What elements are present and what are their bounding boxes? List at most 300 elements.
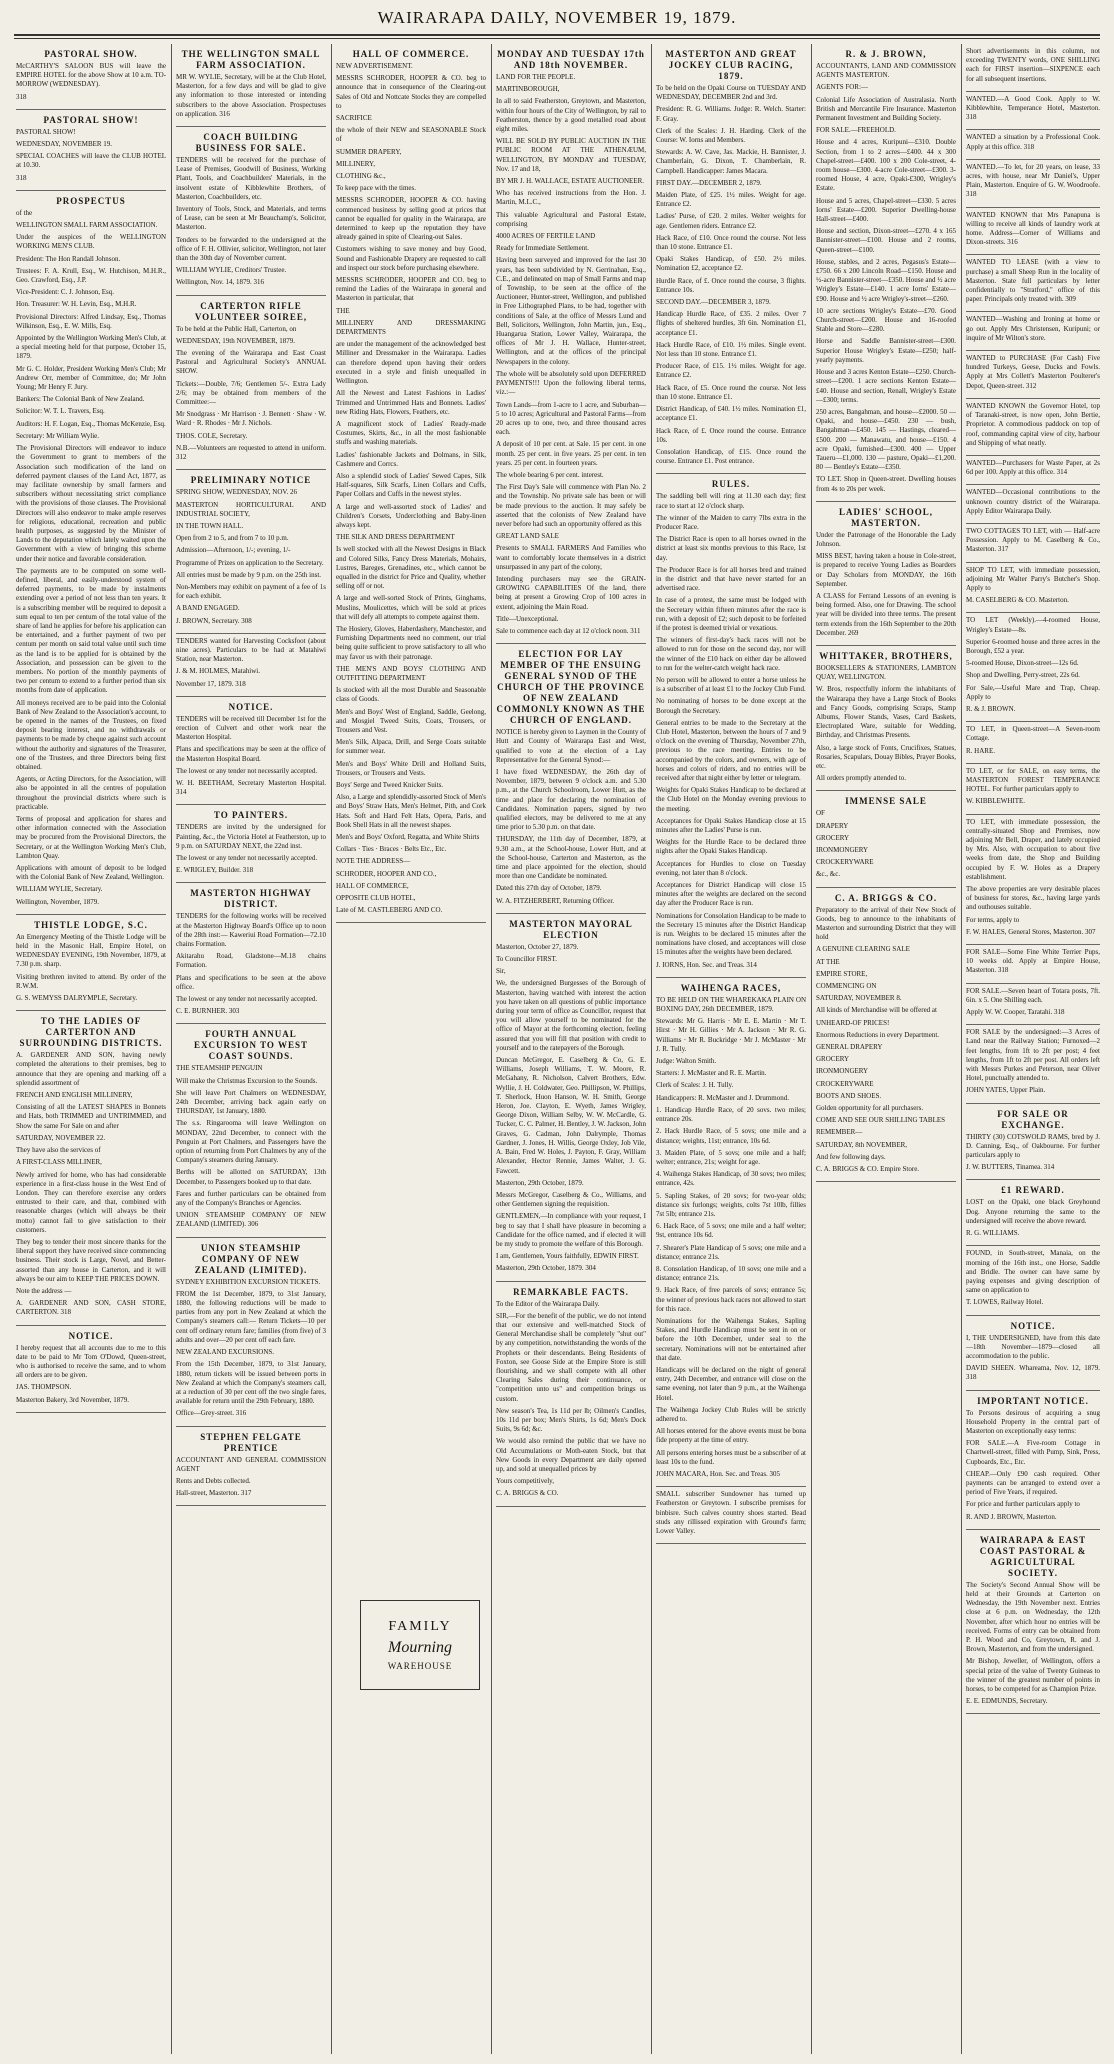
ad-text: The above properties are very desirable places of business for stores, &c., having large yards and outhouses suitable.	[966, 885, 1100, 912]
ad-text: R. & J. BROWN.	[966, 704, 1016, 713]
ad-text: TENDERS for the following works will be received at the Masterton Highway Board's Office up to noon of the 28th inst:— Kaweriui Road Formation—72.10 chains Formation.	[176, 912, 326, 948]
ad-text: J. BROWN, Secretary. 308	[176, 616, 252, 625]
ad-text: TO LET, or for SALE, on easy terms, the MASTERTON FOREST TEMPERANCE HOTEL. For further particulars apply to	[966, 766, 1100, 794]
ad-heading: THE WELLINGTON SMALL FARM ASSOCIATION.	[181, 49, 321, 70]
ad-text: NOTE THE ADDRESS—	[336, 857, 411, 866]
advertisement	[966, 764, 1100, 815]
ad-text: Auditors: H. F. Logan, Esq., Thomas McKenzie, Esq.	[16, 419, 166, 428]
ad-heading: WAIRARAPA & EAST COAST PASTORAL & AGRICULTURAL SOCIETY.	[979, 1534, 1087, 1578]
ad-text: From the 15th December, 1879, to 31st January, 1880, return tickets will be issued between ports in New Zealand at which the Company's steamers call, at a reduction of 30 per cent off the two single fares, available for return until the 29th February, 1880.	[176, 1360, 326, 1406]
ad-text: Having been surveyed and improved for the last 30 years, has been subdivided by N. Gerrinahan, Esq., C.E., and delineated on map of Small Farms and map of Township, to be seen at the office of the Auctioneer, Hunter-street, Wellington, and published in Free Lithographed Plans, to be had, together with conditions of Sale, at the office of Messrs Lund and Bell, Solicitors, Wellington, John Martin, jun., Esq., Huangarua Station, Lower Valley, Wairarapa, the offices of Mr J. H. Wallace, Hunter-street, Wellington, and at the offices of the principal Newspapers in the colony.	[496, 256, 646, 366]
ad-heading: MONDAY AND TUESDAY 17th AND 18th NOVEMBER.	[497, 49, 645, 70]
ad-text: Colonial Life Association of Australasia. North British and Mercantile Fire Insurance. Masterton Permanent Investment and Building Society.	[816, 95, 956, 123]
ad-text: To Councillor FIRST.	[496, 955, 558, 964]
ad-text: CROCKERYWARE	[816, 858, 874, 867]
ad-text: Wellington, November, 1879.	[16, 897, 99, 906]
ad-text: SMALL subscriber Sundowner has turned up Featherston or Greytown. I subscribe premises for binbisre. Such calves country shoes started. Bead studs any rillissed expiration with Ground's farm; Lower Valley.	[656, 1490, 806, 1536]
ad-text: House and 4 acres, Kuripuni—£310. Double Section, from 1 to 2 acres—£400. 44 x 300 Chapel-street—£400. 100 x 200 Cole-street, 4-room house—£300. 4-acre Cole-street—£300. 3-roomed House, 4 acre, Opaki-£300, Wrigley's Estate.	[816, 138, 956, 193]
ad-text: OPPOSITE CLUB HOTEL,	[336, 894, 416, 903]
advertisement	[966, 255, 1100, 312]
ad-text: SYDNEY EXHIBITION EXCURSION TICKETS.	[176, 1277, 321, 1286]
ad-heading: WAIHENGA RACES,	[680, 982, 782, 993]
ad-text: WEDNESDAY, NOVEMBER 19.	[16, 140, 113, 149]
ad-text: Vice-President: C. J. Johnson, Esq.	[16, 288, 114, 297]
advertisement	[176, 296, 326, 471]
ad-text: TENDERS will be received till December 1st for the erection of Culvert and other work near the Masterton Hospital.	[176, 714, 326, 742]
ad-text: WANTED KNOWN that Mrs Panapuna is willing to receive all kinds of laundry work at home. Address—Corner of Williams and Dixon-streets. 316	[966, 210, 1100, 247]
ad-text: Tenders to be forwarded to the undersigned at the office of F. H. Ollivier, solicitor, Wellington, not later than the 30th day of November current.	[176, 235, 326, 263]
advertisement	[966, 1025, 1100, 1103]
ad-text: T. LOWES, Railway Hotel.	[966, 1298, 1044, 1307]
ad-text: FROM the 1st December, 1879, to 31st January, 1880, the following reductions will be made to parties from any port in New Zealand at which the Company's steamers call:— Return Tickets—10 per cent off ordinary return fare; families (from five) of 3 adults and over—20 per cent off each fare.	[176, 1289, 326, 1344]
ad-text: NEW ZEALAND EXCURSIONS.	[176, 1348, 275, 1357]
advertisement	[966, 1391, 1100, 1530]
ad-text: are under the management of the acknowledged best Milliner and Dressmaker in the Wairarapa. Ladies can therefore depend upon having their orders executed in a style and finish unequalled in Wellington.	[336, 340, 486, 386]
advertisement	[966, 1180, 1100, 1246]
ad-text: Messrs McGregor, Caselberg & Co., Williams, and other Gentlemen signing the requisition.	[496, 1190, 646, 1209]
ad-text: Acceptances for District Handicap will close 15 minutes after the weights are declared on the second day after the Producer Race is run.	[656, 881, 806, 908]
ad-text: Trustees: F. A. Krull, Esq., W. Hutchison, M.H.R., Geo. Crawford, Esq., J.P.	[16, 266, 166, 285]
ad-text: The First Day's Sale will commence with Plan No. 2 and the Township. No private sale has been or will be made previous to the auction. It may safely be asserted that the colonists of New Zealand have never before had such an opportunity offered as this	[496, 483, 646, 528]
ad-heading: LADIES' SCHOOL, MASTERTON.	[838, 506, 934, 528]
ad-text: SIR,—For the benefit of the public, we do not intend that our extensive and well-matched Stock of General Merchandise shall be completely "shut out" by any competition, notwithstanding the words of the Prophets or their descendants. Being Residents of Foxton, see Goose Side at the Empire Store is still flourishing, and we shall compete with all other Clearing Sales during their continuance, or "competition unto us" and competition brings us custom.	[496, 1311, 646, 1403]
ad-text: Masterton, 29th October, 1879. 304	[496, 1264, 596, 1273]
ad-text: No nominating of horses to be done except at the Borough the Secretary.	[656, 697, 806, 715]
ad-text: TO BE HELD ON THE WHAREKAKA PLAIN ON BOXING DAY, 26th DECEMBER, 1879.	[656, 995, 806, 1014]
ad-text: Fares and further particulars can be obtained from any of the Company's Branches or Agencies.	[176, 1189, 326, 1208]
ad-text: Hon. Treasurer: W. H. Levin, Esq., M.H.R.	[16, 300, 137, 309]
ad-text: Men's and Boys' White Drill and Holland Suits, Trousers, or Trousers and Vests.	[336, 759, 486, 777]
ad-text: OF	[816, 809, 825, 818]
ad-text: THE SILK AND DRESS DEPARTMENT	[336, 533, 455, 542]
ad-text: THOS. COLE, Secretary.	[176, 431, 248, 440]
ad-text: WANTED—Purchasers for Waste Paper, at 2s 6d per 100. Apply at this office. 314	[966, 458, 1100, 477]
ad-text: MARTINBOROUGH,	[496, 85, 560, 94]
ad-text: Golden opportunity for all purchasers.	[816, 1104, 924, 1113]
ad-text: The District Race is open to all horses owned in the district at least six months previous to this Race, 1st day.	[656, 535, 806, 562]
ad-text: They have also the services of	[16, 1146, 101, 1155]
ad-text: 8. Consolation Handicap, of 10 sovs; one mile and a distance; entrance 21s.	[656, 1264, 806, 1283]
ad-heading: PROSPECTUS	[56, 195, 126, 206]
ad-text: Under the Patronage of the Honorable the Lady Johnson.	[816, 530, 956, 548]
ad-text: Consisting of all the LATEST SHAPES in Bonnets and Hats, both TRIMMED and UNTRIMMED, and Show the same For Sale on and after	[16, 1103, 166, 1130]
ad-text: W. Bros, respectfully inform the inhabitants of the Wairarapa they have a Large Stock of Books and Fancy Goods, comprising Scraps, Stamp Albums, Flower Stands, Vases, Card Baskets, Electroplated Ware, suitable for Wedding, Birthday, and Christmas Presents.	[816, 685, 956, 740]
ad-text: Handicappers: R. McMaster and J. Drummond.	[656, 1093, 789, 1102]
ad-text: The Waihenga Jockey Club Rules will be strictly adhered to.	[656, 1405, 806, 1423]
ad-text: TENDERS will be received for the purchase of Lease of Premises, Goodwill of Business, Working Plant, Tools, and Coachbuilders' Materials, in the insolvent estate of Kibblewhite Brothers, of Masterton, Coachbuilders, etc.	[176, 156, 326, 201]
ad-text: MR W. WYLIE, Secretary, will be at the Club Hotel, Masterton, for a few days and will be glad to give any information to those interested or intending subscribers to the above Association. Prospectuses on application. 316	[176, 73, 326, 118]
ad-text: In all to said Featherston, Greytown, and Masterton, within four hours of the City of Wellington, by rail to Featherston, thence by a good metalled road about eight miles.	[496, 97, 646, 134]
ad-text: R. HARE.	[966, 746, 995, 755]
ad-text: J. & M. HOLMES, Matahiwi.	[176, 667, 260, 676]
ad-text: The winners of first-day's hack races will not be allowed to run for those on the second day, nor will the winner of the £10 hack on either day be allowed to run for the welter-catch weight hack race.	[656, 636, 806, 672]
ad-text: G. S. WEMYSS DALRYMPLE, Secretary.	[16, 994, 138, 1003]
advertisement	[176, 127, 326, 296]
ad-text: 4. Waihenga Stakes Handicap, of 30 sovs; two miles; entrance, 42s.	[656, 1170, 806, 1188]
advertisement	[656, 474, 806, 978]
advertisement	[966, 945, 1100, 984]
ad-heading: FOR SALE OR EXCHANGE.	[997, 1108, 1069, 1130]
ad-text: A large and well-sorted Stock of Prints, Ginghams, Muslins, Moulicettes, which will be sold at prices that will defy all attempts to compete against them.	[336, 594, 486, 621]
ad-text: The whole bearing 6 per cent. interest.	[496, 470, 604, 479]
ad-text: I, THE UNDERSIGNED, have from this date—18th November—1879—closed all accommodation to the public.	[966, 1333, 1100, 1360]
ad-text: November 17, 1879. 318	[176, 679, 246, 688]
ad-text: IRONMONGERY	[816, 1067, 869, 1076]
column-7	[966, 44, 1100, 2054]
ad-text: I am, Gentlemen, Yours faithfully, EDWIN FIRST.	[496, 1252, 639, 1261]
ad-heading: IMMENSE SALE	[845, 796, 927, 807]
advertisement	[966, 44, 1100, 92]
ad-text: THE	[336, 306, 350, 315]
advertisement	[176, 44, 326, 127]
warehouse-label: WAREHOUSE	[387, 1661, 453, 1671]
ad-text: JAS. THOMPSON.	[16, 1383, 72, 1392]
ad-text: BOOTS AND SHOES.	[816, 1091, 882, 1100]
advertisement	[966, 613, 1100, 722]
ad-text: No person will be allowed to enter a horse unless he is a subscriber of at least £1 to the Jockey Club Fund.	[656, 675, 806, 694]
ad-text: Rents and Debts collected.	[176, 1476, 251, 1485]
ad-text: COME AND SEE OUR SHILLING TABLES	[816, 1116, 946, 1125]
ad-text: NEW ADVERTISEMENT.	[336, 62, 413, 70]
advertisement	[966, 815, 1100, 945]
ad-text: Is stocked with all the most Durable and Seasonable class of Goods.	[336, 686, 486, 704]
ad-heading: COACH BUILDING BUSINESS FOR SALE.	[195, 132, 307, 154]
ad-text: This valuable Agricultural and Pastoral Estate, comprising	[496, 210, 646, 228]
column-1	[16, 44, 166, 2054]
ad-text: UNION STEAMSHIP COMPANY OF NEW ZEALAND (LIMITED). 306	[176, 1211, 326, 1229]
ad-text: DRAPERY	[816, 821, 849, 830]
ad-text: PASTORAL SHOW!	[16, 127, 76, 136]
ad-text: McCARTHY'S SALOON BUS will leave the EMPIRE HOTEL for the above Show at 10 a.m. TO-MORROW (WEDNESDAY).	[16, 62, 166, 89]
ad-text: R. G. WILLIAMS.	[966, 1229, 1020, 1238]
ad-heading: TO THE LADIES OF CARTERTON AND SURROUNDING DISTRICTS.	[19, 1016, 163, 1049]
ad-text: All kinds of Merchandise will be offered at	[816, 1006, 937, 1015]
ad-text: FIRST DAY.—DECEMBER 2, 1879.	[656, 178, 762, 187]
ad-text: New season's Tea, 1s 11d per lb; Oilmen's Candles, 10s 11d per box; Men's Shirts, 1s 6d; Men's Dock Suits, 9s 6d; &c.	[496, 1406, 646, 1434]
ad-text: Office—Grey-street. 316	[176, 1409, 247, 1418]
ad-text: IRONMONGERY	[816, 846, 869, 855]
ad-text: The Provisional Directors will endeavor to induce the Government to grant to members of the Association such modification of the land on deferred payment clauses of the Land Act, 1877, as may facilitate ownership by small farmers and subscribers without necessitating strict compliance with the provisions of those clauses. The Provisional Directors will also endeavor to make ample reserves for religious, educational, recreation and public health purposes, as suggested by the Minister of Lands to the deputation which lately waited upon the Government with a view of bringing this scheme under their notice and favorable consideration.	[16, 444, 166, 563]
ad-text: MILLINERY,	[336, 159, 375, 168]
ad-text: Agents, or Acting Directors, for the Association, will also be appointed in all the centres of population throughout the provincial districts where such is practicable.	[16, 775, 166, 811]
ad-text: MISS BEST, having taken a house in Cole-street, is prepared to receive Young Ladies as Boarders or Day Scholars from MONDAY, the 16th September.	[816, 552, 956, 588]
ad-heading: £1 REWARD.	[1001, 1185, 1065, 1196]
ad-text: Weights for Opaki Stakes Handicap to be declared at the Club Hotel on the Monday evening previous to the meeting.	[656, 786, 806, 813]
ad-text: For terms, apply to	[966, 915, 1020, 924]
advertisement	[176, 697, 326, 806]
ad-text: Also a splendid stock of Ladies' Sewed Capes, Silk Half-squares, Silk Scarfs, Linen Collars and Cuffs, Paper Collars and Cuffs in the newest styles.	[336, 471, 486, 499]
ad-text: N.B.—Volunteers are requested to attend in uniform. 312	[176, 443, 326, 462]
ad-text: To Persons desirous of acquiring a snug Household Property in the central part of Masterton on exceptionally easy terms:	[966, 1408, 1100, 1435]
advertisement	[176, 470, 326, 633]
ad-text: A GENUINE CLEARING SALE	[816, 945, 910, 954]
column-divider	[651, 44, 652, 2054]
ad-text: A deposit of 10 per cent. at Sale. 15 per cent. in one month. 25 per cent. in five years. 25 per cent. in ten years. 25 per cent. in fourteen years.	[496, 440, 646, 467]
ad-text: In case of a protest, the same must be lodged with the Secretary within fifteen minutes after the race is run, with a deposit of £2; such deposit to be forfeited if the protest is deemed trivial or vexatious.	[656, 596, 806, 632]
ad-text: Masterton, October 27, 1879.	[496, 942, 579, 951]
ad-heading: MASTERTON MAYORAL ELECTION	[509, 918, 633, 940]
ad-text: SPRING SHOW, WEDNESDAY, NOV. 26	[176, 488, 298, 497]
ad-text: We, the undersigned Burgesses of the Borough of Masterton, having watched with interest the action you have taken on all questions of public importance during your term of office as Councillor, request that you will allow yourself to be nominated for the office of Mayor at the forthcoming election, feeling assured that you will fill that position with credit to yourself and to the ratepayers of the Borough.	[496, 979, 646, 1052]
ad-text: Sir,	[496, 967, 506, 976]
ad-text: Ladies' Purse, of £20. 2 miles. Welter weights for age. Gentlemen riders. Entrance £2.	[656, 212, 806, 230]
ad-text: WANTED KNOWN the Governor Hotel, top of Taranaki-street, is now open, John Bertie, Proprietor. A commodious paddock on top of roof, commanding capital view of city, harbour and Shipping of what neatly.	[966, 401, 1100, 447]
ad-text: J. IORNS, Hon. Sec. and Treas. 314	[656, 960, 757, 969]
advertisement	[816, 646, 956, 791]
ad-text: HALL OF COMMERCE,	[336, 881, 409, 890]
ad-text: To the Editor of the Wairarapa Daily.	[496, 1299, 600, 1308]
ad-heading: NOTICE.	[1010, 1320, 1056, 1331]
ad-heading: PASTORAL SHOW.	[44, 49, 138, 59]
advertisement	[966, 130, 1100, 159]
ad-heading: WHITTAKER, BROTHERS,	[819, 650, 953, 661]
ad-text: Men's Silk, Alpaca, Drill, and Serge Coats suitable for summer wear.	[336, 738, 486, 756]
ad-text: WILL BE SOLD BY PUBLIC AUCTION IN THE PUBLIC ROOM AT THE ATHENÆUM, WELLINGTON, BY MONDAY and TUESDAY, Nov. 17 and 18,	[496, 137, 646, 173]
ad-text: Clerk of Scales: J. H. Tully.	[656, 1081, 734, 1090]
advertisement	[16, 1326, 166, 1413]
ad-text: WANTED TO LEASE (with a view to purchase) a small Sheep Run in the locality of Masterton. State full particulars by letter confidentially to "Stratford," office of this paper. Principals only treated with. 309	[966, 258, 1100, 304]
ad-text: Plans and specifications may be seen at the office of the Masterton Hospital Board.	[176, 745, 326, 763]
ad-text: Men's and Boys' Oxford, Regatta, and White Shirts	[336, 833, 480, 842]
ad-text: Open from 2 to 5, and from 7 to 10 p.m.	[176, 534, 289, 543]
ad-text: SCHRODER, HOOPER AND CO.,	[336, 869, 437, 878]
advertisement	[496, 644, 646, 914]
ad-text: Terms of proposal and application for shares and other information connected with the Association may be procured from the Provisional Directors, the Secretary, or at the Wellington Working Men's Club, Lambton Quay.	[16, 815, 166, 860]
ad-text: We would also remind the public that we have no Old Accumulations or Moth-eaten Stock, but that New Goods in every Department are daily opened up, and sold at unequalled prices by	[496, 1437, 646, 1473]
ad-text: Provisional Directors: Alfred Lindsay, Esq., Thomas Wilkinson, Esq., E. W. Mills, Esq.	[16, 312, 166, 330]
ad-text: All the Newest and Latest Fashions in Ladies' Trimmed and Untrimmed Hats and Bonnets. Ladies' new Riding Hats, Flowers, Feathers, etc.	[336, 389, 486, 416]
ad-text: Hack Hurdle Race, of £10. 1½ miles. Single event. Not less than 10 stone. Entrance £1.	[656, 340, 806, 359]
ad-text: Clerk of the Scales: J. H. Harding. Clerk of the Course: W. Iorns and Members.	[656, 126, 806, 145]
ad-text: Bankers: The Colonial Bank of New Zealand.	[16, 395, 145, 404]
ad-text: TO LET (Weekly).—4-roomed House, Wrigley's Estate—8s.	[966, 616, 1100, 634]
ad-text: 10 acre sections Wrigley's Estate—£70. Good Church-street—£200. House and 16-roofed Stable and Store—£280.	[816, 306, 956, 334]
ad-text: Preparatory to the arrival of their New Stock of Goods, beg to announce to the inhabitants of Masterton and surrounding District that they will hold	[816, 905, 956, 942]
column-3	[336, 44, 486, 2054]
ad-text: Newly arrived for home, who has had considerable experience in a first-class house in the West End of London. They can therefore exercise any orders entrusted to their care, and that, combined with reasonable charges (which will always be their motto) cannot fail to give satisfaction to their customers.	[16, 1170, 166, 1234]
ad-text: EMPIRE STORE,	[816, 969, 868, 978]
ad-text: AGENTS FOR:—	[816, 83, 868, 92]
masthead-rule-thin	[14, 38, 1100, 39]
ad-text: FOR SALE—Some Fine White Terrier Pups, 10 weeks old. Apply at Empire House, Masterton. 318	[966, 948, 1100, 975]
ad-text: MESSRS SCHRODER, HOOPER & CO. beg to announce that in consequence of the Clearing-out Sales of Old and Nottcate Stocks they are compelled to	[336, 74, 486, 110]
ad-text: Boys' Serge and Tweed Knicker Suits.	[336, 781, 444, 790]
ad-text: Weights for the Hurdle Race to be declared three nights after the Opaki Stakes Handicap.	[656, 838, 806, 856]
ad-text: E. WRIGLEY, Builder. 318	[176, 866, 254, 875]
ad-text: &c., &c.	[816, 870, 841, 879]
ad-text: SECOND DAY.—DECEMBER 3, 1879.	[656, 298, 771, 307]
ad-text: The Society's Second Annual Show will be held at their Grounds at Carterton on Wednesday, the 19th November next. Entries close at 6 p.m. on Wednesday, the 12th November, after which hour no entries will be received. Forms of entry can be obtained from P. H. Wood and Co, Greytown, R. and J. Brown, Masterton, and from the undersigned.	[966, 1580, 1100, 1654]
ad-text: The s.s. Ringarooma will leave Wellington on MONDAY, 22nd December, to connect with the Penguin at Port Chalmers, and Passengers have the option of returning from Port Chalmers by any of the Company's steamers during January.	[176, 1119, 326, 1165]
ad-text: Secretary: Mr William Wylie.	[16, 431, 100, 440]
ad-text: M. CASELBERG & CO. Masterton.	[966, 596, 1069, 605]
ad-text: 4000 ACRES OF FERTILE LAND	[496, 232, 596, 241]
ad-text: WILLIAM WYLIE, Secretary.	[16, 885, 103, 894]
ad-text: For Sale,—Useful Mare and Trap, Cheap. Apply to	[966, 683, 1100, 701]
ad-text: GREAT LAND SALE	[496, 532, 559, 541]
ad-text: To be held at the Public Hall, Carterton, on	[176, 324, 297, 333]
ad-text: J. W. BUTTERS, Tinamea. 314	[966, 1163, 1055, 1172]
ad-text: All entries must be made by 9 p.m. on the 25th inst.	[176, 570, 322, 579]
ad-text: GENTLEMEN,—In compliance with your request, I beg to say that I shall have pleasure in becoming a Candidate for the office named, and if elected it will be my study to promote the welfare of this Borough.	[496, 1212, 646, 1248]
ad-text: SATURDAY, 8th NOVEMBER,	[816, 1140, 908, 1149]
column-2	[176, 44, 326, 2054]
ad-text: Inventory of Tools, Stock, and Materials, and terms of Lease, can be seen at Mr Beauchamp's, Solicitor, Masterton.	[176, 205, 326, 232]
masthead: WAIRARAPA DAILY, NOVEMBER 19, 1879.	[377, 8, 737, 27]
ad-text: TWO COTTAGES TO LET, with — Half-acre Possession. Apply to M. Caselberg & Co., Masterton. 317	[966, 526, 1100, 554]
ad-text: THIRTY (30) COTSWOLD RAMS, bred by J. D. Canning, Esq., of Oakbourne. For further particulars apply to	[966, 1132, 1100, 1160]
ad-text: Programme of Prizes on application to the Secretary.	[176, 558, 324, 567]
ad-text: Ladies' fashionable Jackets and Dolmans, in Silk, Cashmere and Corrcs.	[336, 450, 486, 468]
column-divider	[961, 44, 962, 2054]
ad-text: Mr Bishop, Jeweller, of Wellington, offers a special prize of the value of Twenty Guineas to the winner of the greatest number of points in horses, to be competed for as Champion Prize.	[966, 1657, 1100, 1693]
ad-text: WANTED to PURCHASE (For Cash) Five hundred Turkeys, Geese, Ducks and Fowls. Apply at Mrs Collett's Masterton Poulterer's Depot, Queen-street. 312	[966, 354, 1100, 390]
ad-text: Plans and specifications to be seen at the above office.	[176, 973, 326, 991]
masthead-rule	[14, 34, 1100, 36]
ad-text: FOR SALE by the undersigned:—3 Acres of Land near the Railway Station; Furnoxed—2 feet lengths, from 1ft to 2ft per post; 4 feet lengths, from 1ft to 2ft per post. All orders left with Messrs Purkes and Peterson, near Oliver Hotel, punctually attended to.	[966, 1028, 1100, 1083]
ad-text: The Producer Race is for all horses bred and trained in the district and that have never started for an advertised race.	[656, 565, 806, 593]
ad-text: TENDERS wanted for Harvesting Cocksfoot (about nine acres). Particulars to be had at Matahiwi Station, near Masterton.	[176, 636, 326, 664]
ad-text: SUMMER DRAPERY,	[336, 147, 402, 156]
advertisement	[656, 978, 806, 1487]
ad-text: All orders promptly attended to.	[816, 774, 907, 783]
ad-text: A magnificent stock of Ladies' Ready-made Costumes, Skirts, &c., in all the most fashionable stuffs and washing materials.	[336, 419, 486, 447]
ad-text: MASTERTON HORTICULTURAL AND INDUSTRIAL SOCIETY,	[176, 500, 326, 518]
family-mourning-warehouse-box	[360, 1600, 480, 1690]
ad-text: Appointed by the Wellington Working Men's Club, at a special meeting held for that purpose, October 15, 1879.	[16, 334, 166, 361]
ad-text: IN THE TOWN HALL.	[176, 521, 244, 530]
ad-text: I hereby request that all accounts due to me to this date to be paid to Mr Tom O'Dowd, Queen-street, who is authorised to receive the same, and to whom all orders are to be given.	[16, 1343, 166, 1380]
ad-text: C. A. BRIGGS & CO.	[496, 1489, 559, 1498]
ad-text: All horses entered for the above events must be bona fide property at the time of entry.	[656, 1427, 806, 1445]
ad-text: Hall-street, Masterton. 317	[176, 1489, 252, 1498]
ad-heading: MASTERTON HIGHWAY DISTRICT.	[190, 888, 312, 910]
ad-text: House, stables, and 2 acres, Pegasus's Estate—£750. 66 x 200 Lincoln Road—£150. House and ½-acre Bannister-street—£350. House and ½ acre Wrigley's Estate—£140. 1 acre Iorns' Estate—£90. House and ½ acre Wrigley's-street—£260.	[816, 257, 956, 303]
ad-text: President: R. G. Williams. Judge: R. Welch. Starter: F. Gray.	[656, 105, 806, 123]
advertisement	[176, 1427, 326, 1507]
ad-text: Hack Race, of £. Once round the course. Entrance 10s.	[656, 426, 806, 444]
ad-text: WANTED.—A Good Cook. Apply to W. Kibblewhite, Temperance Hotel, Masterton. 318	[966, 94, 1100, 122]
ad-text: Enormous Reductions in every Department.	[816, 1030, 940, 1039]
ad-text: Late of M. CASTLEBERG AND CO.	[336, 906, 443, 915]
advertisement	[966, 456, 1100, 485]
advertisement	[966, 1104, 1100, 1181]
advertisement	[176, 1238, 326, 1427]
ad-text: Opaki Stakes Handicap, of £50. 2½ miles. Nomination £2, acceptance £2.	[656, 255, 806, 273]
ad-text: THE STEAMSHIP PENGUIN	[176, 1064, 263, 1073]
ad-text: A BAND ENGAGED.	[176, 604, 240, 613]
ad-text: MESSRS SCHRODER, HOOPER and CO. beg to remind the Ladies of the Wairarapa in general and Masterton in particular, that	[336, 276, 486, 303]
advertisement	[966, 485, 1100, 524]
ad-text: Also, a large stock of Fonts, Crucifixes, Statues, Rosaries, Scapulars, Douay Bibles, Prayer Books, etc.	[816, 743, 956, 770]
ad-text: Solicitor: W. T. L. Travers, Esq.	[16, 407, 105, 416]
ad-text: JOHN YATES, Upper Plain.	[966, 1086, 1046, 1095]
ad-text: THE MEN'S AND BOYS' CLOTHING AND OUTFITTING DEPARTMENT	[336, 664, 486, 682]
ad-text: NOTICE is hereby given to Laymen in the County of Hutt and County of Wairarapa East and West, qualified to vote at the election of a Lay Representative for the General Synod:—	[496, 728, 646, 764]
advertisement	[176, 1024, 326, 1237]
ad-text: TENDERS are invited by the undersigned for Painting, &c., the Victoria Hotel at Featherston, up to 9 p.m. on SATURDAY NEXT, the 22nd inst.	[176, 823, 326, 850]
ad-text: W. H. BEETHAM, Secretary Masterton Hospital. 314	[176, 778, 326, 797]
ad-text: BOOKSELLERS & STATIONERS, LAMBTON QUAY, WELLINGTON.	[816, 663, 956, 682]
ad-text: UNHEARD-OF PRICES!	[816, 1018, 890, 1027]
ad-text: SATURDAY, NOVEMBER 8.	[816, 994, 902, 1003]
ad-text: Masterton Bakery, 3rd November, 1879.	[16, 1395, 129, 1404]
ad-text: Judge: Walton Smith.	[656, 1057, 717, 1066]
ad-text: Customers wishing to save money and buy Good, Sound and Fashionable Drapery are requested to call and inspect our stock before purchasing elsewhere.	[336, 245, 486, 272]
ad-text: CLOTHING &c.,	[336, 172, 386, 181]
ad-text: SPECIAL COACHES will leave the CLUB HOTEL at 10.30.	[16, 152, 166, 170]
ad-text: Stewards: A. W. Cave, Jas. Mackie, H. Bannister, J. Chamberlain, G. Dixon, T. Chamberlain, R. Campbell. Handicapper: James Macara.	[656, 148, 806, 175]
ad-text: MESSRS SCHRODER, HOOPER & CO. having commenced business by selling good at prices that cannot be equalled for quality in the Wairarapa, are determined to keep up the reputation they have already gained in spite of Clearing-out Sales.	[336, 196, 486, 242]
ad-text: To be held on the Opaki Course on TUESDAY AND WEDNESDAY, DECEMBER 2nd and 3rd.	[656, 84, 806, 102]
ad-text: Consolation Handicap, of £15. Once round the course. Entrance £1. Post entrance.	[656, 447, 806, 466]
ad-text: SACRIFICE	[336, 114, 372, 123]
ad-text: E. E. EDMUNDS, Secretary.	[966, 1697, 1048, 1706]
ad-text: GROCERY	[816, 833, 850, 842]
ad-text: Apply W. W. Cooper, Taratahi. 318	[966, 1008, 1065, 1017]
ad-text: FOR SALE.—A Five-room Cottage in Chartwell-street, filled with Pump, Sink, Press, Cupboards, Etc., Etc.	[966, 1439, 1100, 1466]
ad-heading: RULES.	[711, 479, 751, 490]
ad-text: Who has received instructions from the Hon. J. Martin, M.L.C.,	[496, 189, 646, 207]
ad-text: Starters: J. McMaster and R. E. Martin.	[656, 1069, 767, 1078]
ad-text: The winner of the Maiden to carry 7lbs extra in the Producer Race.	[656, 513, 806, 531]
ad-text: SHOP TO LET, with immediate possession, adjoining Mr Walter Parry's Butcher's Shop. Apply to	[966, 565, 1100, 592]
ad-text: TO LET, in Queen-street—A Seven-room Cottage.	[966, 725, 1100, 743]
ad-text: Title—Unexceptional.	[496, 614, 559, 623]
advertisement	[966, 1246, 1100, 1315]
ad-text: Is well stocked with all the Newest Designs in Black and Colored Silks, Fancy Dress Materials, Mohairs, Lustres, Bareges, Grenadines, etc., which cannot be equalled in the district for Price and Quality, whether selling off or not.	[336, 545, 486, 591]
ad-heading: HALL OF COMMERCE.	[352, 49, 470, 59]
ad-text: A CLASS for Ferrand Lessons of an evening is being formed. Also, one for Drawing. The school year will be divided into three terms. The present term extends from the 16th September to the 20th December. 269	[816, 591, 956, 637]
ad-text: A large and well-assorted stock of Ladies' and Children's Corsets, Underclothing and Baby-linen always kept.	[336, 502, 486, 529]
ad-text: Nominations for the Waihenga Stakes, Sapling Stakes, and Hurdle Handicap must be sent in on or before the 10th December, under seal to the secretary. Nominations will not be entertained after that date.	[656, 1316, 806, 1362]
ad-text: Wellington, Nov. 14, 1879. 316	[176, 278, 265, 287]
ad-heading: THISTLE LODGE, S.C.	[34, 919, 148, 930]
ad-text: All persons entering horses must be a subscriber of at least 10s to the fund.	[656, 1448, 806, 1466]
ad-heading: C. A. BRIGGS & CO.	[834, 892, 938, 903]
advertisement	[966, 563, 1100, 614]
ad-text: R. AND J. BROWN, Masterton.	[966, 1512, 1057, 1521]
ad-heading: IMPORTANT NOTICE.	[977, 1395, 1089, 1406]
ad-text: For price and further particulars apply to	[966, 1500, 1080, 1509]
ad-heading: R. & J. BROWN,	[845, 49, 927, 59]
ad-text: WANTED.—To let, for 20 years, on lease, 33 acres, with house, near Mr Daniel's, Upper Plain, Masterton. Enquire of G. W. Woodroofe. 318	[966, 162, 1100, 199]
ad-text: ACCOUNTANTS, LAND AND COMMISSION AGENTS MASTERTON.	[816, 62, 956, 80]
ad-text: Hack Race, of £5. Once round the course. Not less than 10 stone. Entrance £1.	[656, 383, 806, 401]
advertisement	[816, 44, 956, 502]
ad-text: The whole will be absolutely sold upon DEFERRED PAYMENTS!!! Upon the following liberal terms, viz.:—	[496, 369, 646, 397]
ad-text: Men's and Boys' West of England, Saddle, Geelong, and Mosgiel Tweed Suits, Coats, Trousers, or Trousers and Vest.	[336, 707, 486, 734]
ad-text: Maiden Plate, of £25. 1½ miles. Weight for age. Entrance £2.	[656, 191, 806, 209]
ad-text: She will leave Port Chalmers on WEDNESDAY, 24th December, arriving back again early on THURSDAY, 1st January, 1880.	[176, 1088, 326, 1116]
column-divider	[331, 44, 332, 2054]
ad-text: Sale to commence each day at 12 o'clock noon. 311	[496, 626, 641, 635]
ad-text: FRENCH AND ENGLISH MILLINERY,	[16, 1091, 133, 1100]
ad-text: A. GARDENER AND SON, having newly completed the alterations to their premises, beg to announce that they are opening and marking off a splendid assortment of	[16, 1051, 166, 1087]
ad-text: COMMENCING ON	[816, 982, 877, 991]
ad-text: General entries to be made to the Secretary at the Club Hotel, Masterton, between the hours of 7 and 9 o'clock on the evening of Thursday, November 27th, previous to the race meeting. Entries to be accompanied by the colors, and owners, with age of horses and colors of riders, and no entries will be received after that night either by letter or telegram.	[656, 718, 806, 782]
ad-text: Akitarahu Road, Gladstone—M.18 chains Formation.	[176, 952, 326, 970]
ad-text: 318	[16, 92, 27, 101]
ad-heading: MASTERTON AND GREAT JOCKEY CLUB RACING, 1879.	[665, 49, 797, 81]
ad-text: House and section, Dixon-street—£270. 4 x 165 Bannister-street—£100. House and 2 rooms, Queen-street—£100.	[816, 227, 956, 254]
ad-heading: NOTICE.	[228, 701, 274, 712]
ad-heading: UNION STEAMSHIP COMPANY OF NEW ZEALAND (LIMITED).	[194, 1242, 308, 1275]
ad-text: Masterton, 29th October, 1879.	[496, 1178, 584, 1187]
advertisement	[966, 722, 1100, 764]
ad-heading: TO PAINTERS.	[213, 810, 289, 821]
ad-heading: CARTERTON RIFLE VOLUNTEER SOIREE,	[194, 300, 308, 322]
